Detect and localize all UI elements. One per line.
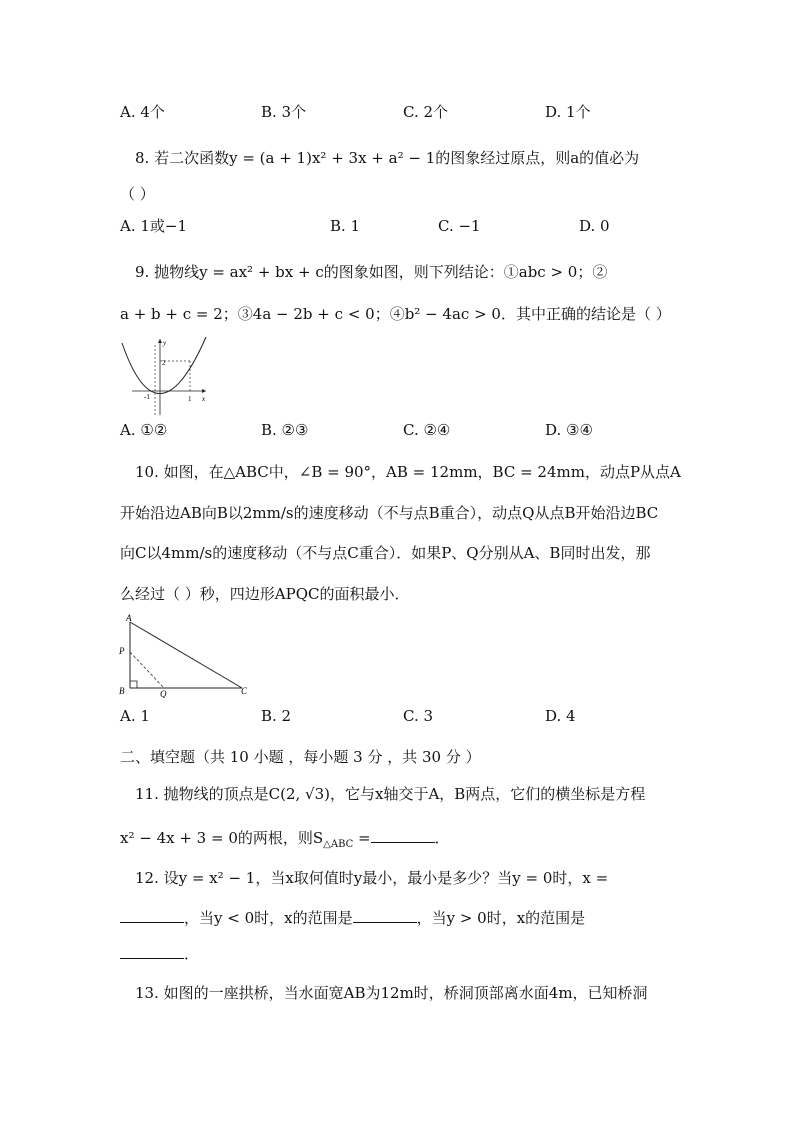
- q12-line1: 12. 设y = x² − 1，当x取何值时y最小，最小是多少？当y = 0时，x =: [135, 869, 609, 887]
- fig-label-p: P: [119, 646, 125, 656]
- q12-line3-end: ．: [184, 945, 200, 963]
- q10-option-d: D. 4: [545, 707, 576, 725]
- q11-line1: 11. 抛物线的顶点是C(2, √3)，它与x轴交于A，B两点，它们的横坐标是方程: [135, 785, 646, 803]
- q12-blank-x[interactable]: [120, 908, 184, 923]
- fig-label-b: B: [119, 686, 125, 696]
- q8-option-b: B. 1: [330, 217, 361, 235]
- q11-line2-end: ．: [434, 829, 450, 847]
- graph-label-two: 2: [162, 359, 166, 367]
- q8-option-a: A. 1或−1: [120, 217, 188, 235]
- q9-option-b: B. ②③: [261, 421, 309, 439]
- q10-line2: 开始沿边AB向B以2mm/s的速度移动（不与点B重合），动点Q从点B开始沿边BC: [120, 504, 659, 522]
- q13-line1: 13. 如图的一座拱桥，当水面宽AB为12m时，桥洞顶部离水面4m，已知桥洞: [135, 984, 648, 1002]
- q11-line2-eq: =: [353, 829, 371, 847]
- fig-label-a: A: [126, 613, 132, 623]
- q8-text: 8. 若二次函数y = (a + 1)x² + 3x + a² − 1的图象经过原点，则a的值必为: [135, 149, 640, 167]
- q11-line2-start: x² − 4x + 3 = 0的两根，则S: [120, 829, 324, 847]
- q7-option-d: D. 1个: [545, 103, 591, 121]
- graph-label-y: y: [163, 339, 167, 347]
- q12-line3: [120, 944, 199, 964]
- q12-blank-range-pos[interactable]: [120, 944, 184, 959]
- q11-subscript: △ABC: [323, 839, 354, 850]
- q8-bracket: （ ）: [120, 185, 155, 203]
- graph-label-one: 1: [188, 395, 192, 403]
- q11-line2: [120, 828, 450, 848]
- q9-parabola-graph: [116, 335, 210, 417]
- graph-label-x: x: [202, 395, 206, 403]
- q11-answer-blank[interactable]: [371, 828, 435, 843]
- q10-option-c: C. 3: [403, 707, 434, 725]
- q10-option-a: A. 1: [120, 707, 150, 725]
- q7-option-c: C. 2个: [403, 103, 449, 121]
- q12-line2-a: ，当y < 0时，x的范围是: [184, 909, 353, 927]
- q9-option-a: A. ①②: [120, 421, 168, 439]
- q10-line4: 么经过（ ）秒，四边形APQC的面积最小．: [120, 585, 410, 603]
- q10-line3: 向C以4mm/s的速度移动（不与点C重合）．如果P、Q分别从A、B同时出发，那: [120, 544, 651, 562]
- q7-option-b: B. 3个: [261, 103, 307, 121]
- q10-option-b: B. 2: [261, 707, 292, 725]
- q10-line1: 10. 如图，在△ABC中，∠B = 90°，AB = 12mm，BC = 24mm，动点P从点A: [135, 463, 681, 481]
- q12-blank-range-neg[interactable]: [353, 908, 417, 923]
- q12-line2: [120, 908, 585, 928]
- q8-option-d: D. 0: [579, 217, 610, 235]
- q8-option-c: C. −1: [438, 217, 481, 235]
- section2-title: 二、填空题（共 10 小题 ，每小题 3 分 ，共 30 分 ）: [120, 748, 481, 766]
- q7-option-a: A. 4个: [120, 103, 165, 121]
- q10-triangle-figure: [116, 612, 256, 698]
- q9-line2: a + b + c = 2；③4a − 2b + c < 0；④b² − 4ac > 0．其中正确的结论是（ ）: [120, 305, 671, 323]
- q9-option-c: C. ②④: [403, 421, 451, 439]
- fig-label-c: C: [241, 686, 248, 696]
- q9-option-d: D. ③④: [545, 421, 593, 439]
- graph-label-neg1: -1: [144, 393, 150, 401]
- q12-line2-b: ，当y > 0时，x的范围是: [416, 909, 586, 927]
- q9-line1: 9. 抛物线y = ax² + bx + c的图象如图，则下列结论：①abc > 0；②: [135, 263, 608, 281]
- fig-label-q: Q: [160, 689, 167, 698]
